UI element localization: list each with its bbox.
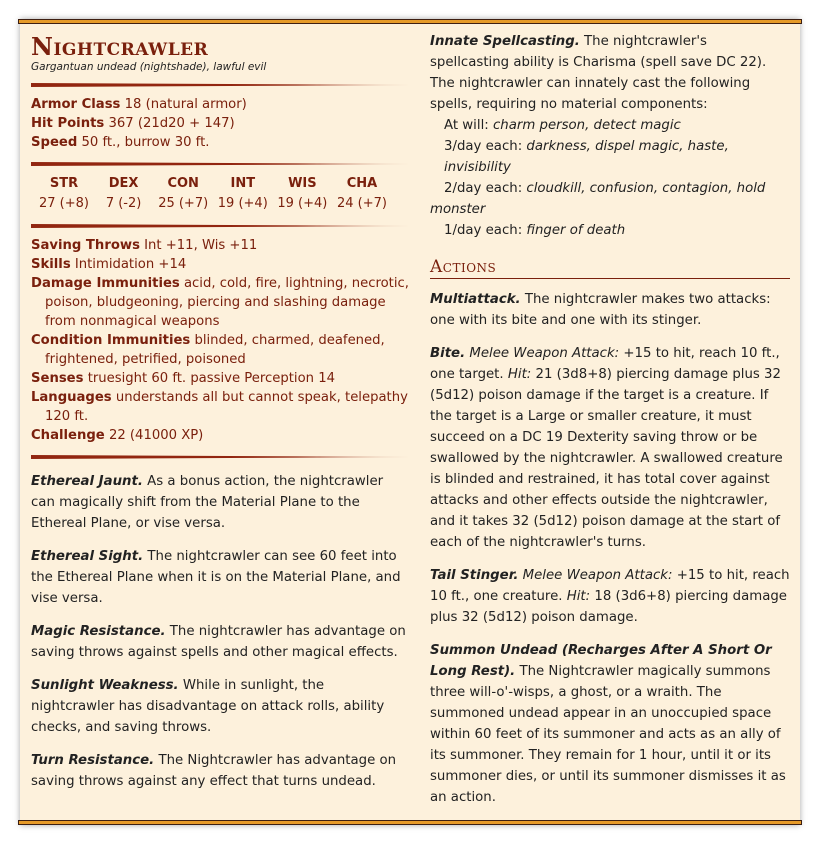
section-divider bbox=[31, 455, 411, 459]
ability-score: 24 (+7) bbox=[336, 196, 387, 211]
skills bbox=[31, 255, 411, 274]
attack-type: Melee Weapon Attack: bbox=[522, 568, 673, 583]
trait-name: Ethereal Jaunt. bbox=[31, 474, 143, 489]
spell-line-1-day bbox=[430, 220, 790, 241]
top-border-bar bbox=[18, 19, 802, 24]
speed-value: 50 ft., burrow 30 ft. bbox=[81, 135, 210, 150]
senses-value: truesight 60 ft. passive Perception 14 bbox=[87, 371, 335, 386]
ability-name: DEX bbox=[108, 176, 139, 191]
ability-score: 27 (+8) bbox=[39, 196, 89, 211]
action-name: Summon Undead (Recharges After A Short Or Long Rest). bbox=[430, 643, 772, 679]
action-name: Tail Stinger. bbox=[430, 568, 519, 583]
armor-class-label: Armor Class bbox=[31, 97, 121, 112]
trait-text: The nightcrawler can see 60 feet into the Ethereal Plane when it is on the Material Plane, and vise versa. bbox=[31, 549, 401, 606]
hit-label: Hit: bbox=[566, 589, 591, 604]
ability-score: 7 (-2) bbox=[105, 196, 142, 211]
action-bite bbox=[430, 343, 790, 553]
ability-dex bbox=[97, 174, 151, 214]
attack-type: Melee Weapon Attack: bbox=[469, 346, 620, 361]
languages-label: Languages bbox=[31, 390, 112, 405]
skills-value: Intimidation +14 bbox=[74, 257, 187, 272]
languages bbox=[31, 388, 411, 426]
trait-name: Innate Spellcasting. bbox=[430, 34, 580, 49]
action-multiattack bbox=[430, 289, 790, 331]
ability-name: CON bbox=[167, 176, 199, 191]
action-name: Multiattack. bbox=[430, 292, 521, 307]
challenge bbox=[31, 426, 411, 445]
hit-points-label: Hit Points bbox=[31, 116, 105, 131]
spell-list: cloudkill, confusion, contagion, hold monster bbox=[430, 181, 766, 217]
hit-points bbox=[31, 114, 411, 133]
spell-line-at-will bbox=[430, 115, 790, 136]
speed-label: Speed bbox=[31, 135, 78, 150]
spell-line-2-day bbox=[430, 178, 790, 220]
spell-frequency: At will: bbox=[444, 118, 489, 133]
condition-immunities bbox=[31, 331, 411, 369]
armor-class-value: 18 (natural armor) bbox=[124, 97, 247, 112]
trait-text: The nightcrawler has advantage on saving throws against spells and other magical effects. bbox=[31, 624, 406, 660]
damage-immunities-value: acid, cold, fire, lightning, necrotic, poison, bludgeoning, piercing and slashing damage from nonmagical weapons bbox=[45, 276, 409, 329]
section-divider bbox=[31, 83, 411, 87]
left-column bbox=[31, 31, 411, 804]
action-name: Bite. bbox=[430, 346, 466, 361]
spell-list: darkness, dispel magic, haste, invisibility bbox=[444, 139, 729, 175]
attack-reach: +15 to hit, reach 10 ft., one target. bbox=[430, 346, 780, 382]
trait-sunlight-weakness bbox=[31, 675, 411, 738]
monster-subtitle: Gargantuan undead (nightshade), lawful evil bbox=[31, 61, 267, 73]
skills-label: Skills bbox=[31, 257, 71, 272]
trait-text: While in sunlight, the nightcrawler has disadvantage on attack rolls, ability checks, and saving throws. bbox=[31, 678, 385, 735]
ability-score: 19 (+4) bbox=[217, 196, 268, 211]
spell-frequency: 2/day each: bbox=[444, 181, 523, 196]
ability-wis bbox=[275, 174, 329, 214]
senses bbox=[31, 369, 411, 388]
ability-scores bbox=[31, 174, 395, 214]
armor-class bbox=[31, 95, 411, 114]
monster-name: Nightcrawler bbox=[31, 32, 209, 61]
hit-label: Hit: bbox=[507, 367, 532, 382]
trait-ethereal-sight bbox=[31, 546, 411, 609]
saving-throws-value: Int +11, Wis +11 bbox=[144, 238, 258, 253]
trait-name: Ethereal Sight. bbox=[31, 549, 144, 564]
spell-list: finger of death bbox=[526, 223, 626, 238]
action-text: The Nightcrawler magically summons three will-o'-wisps, a ghost, or a wraith. The summoned undead appear in an unoccupied space within 60 feet of its summoner and acts as an ally of its summoner. They remain for 1 hour, until it or its summoner dies, or until its summoner dismisses it as an action. bbox=[430, 664, 786, 805]
condition-immunities-value: blinded, charmed, deafened, frightened, petrified, poisoned bbox=[45, 333, 385, 367]
action-text: 18 (3d6+8) piercing damage plus 32 (5d12) poison damage. bbox=[430, 589, 787, 625]
ability-name: STR bbox=[49, 176, 79, 191]
attack-reach: +15 to hit, reach 10 ft., one creature. bbox=[430, 568, 790, 604]
ability-cha bbox=[335, 174, 389, 214]
trait-text: The nightcrawler's spellcasting ability is Charisma (spell save DC 22). The nightcrawler can innately cast the following spells, requiring no material components: bbox=[430, 34, 767, 112]
actions-heading: Actions bbox=[430, 257, 790, 279]
action-text: The nightcrawler makes two attacks: one with its bite and one with its stinger. bbox=[430, 292, 771, 328]
stat-block bbox=[20, 19, 800, 825]
bottom-border-bar bbox=[18, 820, 802, 825]
saving-throws-label: Saving Throws bbox=[31, 238, 140, 253]
action-text: 21 (3d8+8) piercing damage plus 32 (5d12) poison damage if the target is a creature. If the target is a Large or smaller creature, it must succeed on a DC 19 Dexterity saving throw or be swallowed by the nightcrawler. A swallowed creature is blinded and restrained, it has total cover against attacks and other effects outside the nightcrawler, and it takes 32 (5d12) poison damage at the start of each of the nightcrawler's turns. bbox=[430, 367, 783, 550]
action-tail-stinger bbox=[430, 565, 790, 628]
senses-label: Senses bbox=[31, 371, 84, 386]
trait-magic-resistance bbox=[31, 621, 411, 663]
ability-score: 25 (+7) bbox=[158, 196, 209, 211]
section-divider bbox=[31, 162, 411, 166]
challenge-label: Challenge bbox=[31, 428, 105, 443]
trait-ethereal-jaunt bbox=[31, 471, 411, 534]
ability-con bbox=[156, 174, 210, 214]
ability-score: 19 (+4) bbox=[277, 196, 328, 211]
spell-frequency: 3/day each: bbox=[444, 139, 523, 154]
right-column bbox=[430, 31, 790, 820]
challenge-value: 22 (41000 XP) bbox=[108, 428, 204, 443]
damage-immunities-label: Damage Immunities bbox=[31, 276, 180, 291]
trait-name: Turn Resistance. bbox=[31, 753, 155, 768]
trait-turn-resistance bbox=[31, 750, 411, 792]
condition-immunities-label: Condition Immunities bbox=[31, 333, 191, 348]
speed bbox=[31, 133, 411, 152]
trait-name: Magic Resistance. bbox=[31, 624, 166, 639]
ability-str bbox=[37, 174, 91, 214]
spell-list: charm person, detect magic bbox=[492, 118, 681, 133]
trait-name: Sunlight Weakness. bbox=[31, 678, 179, 693]
ability-name: INT bbox=[230, 176, 256, 191]
languages-value: understands all but cannot speak, telepathy 120 ft. bbox=[45, 390, 408, 424]
section-divider bbox=[31, 224, 411, 228]
ability-int bbox=[216, 174, 270, 214]
action-summon-undead bbox=[430, 640, 790, 808]
spell-frequency: 1/day each: bbox=[444, 223, 523, 238]
ability-name: CHA bbox=[346, 176, 378, 191]
trait-innate-spellcasting bbox=[430, 31, 790, 115]
trait-text: The Nightcrawler has advantage on saving throws against any effect that turns undead. bbox=[31, 753, 397, 789]
ability-name: WIS bbox=[288, 176, 317, 191]
saving-throws bbox=[31, 236, 411, 255]
spell-line-3-day bbox=[430, 136, 790, 178]
damage-immunities bbox=[31, 274, 411, 331]
trait-text: As a bonus action, the nightcrawler can magically shift from the Material Plane to the Ethereal Plane, or vise versa. bbox=[31, 474, 384, 531]
hit-points-value: 367 (21d20 + 147) bbox=[108, 116, 235, 131]
